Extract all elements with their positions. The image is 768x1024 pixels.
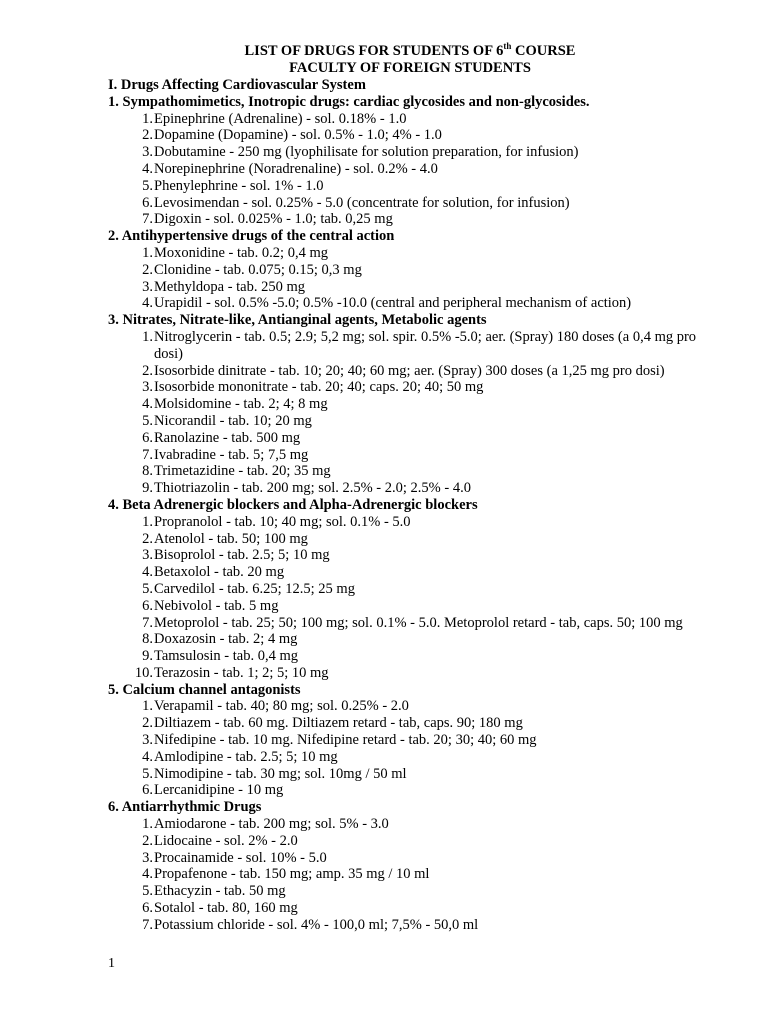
list-item: [108, 615, 728, 632]
item-text: Methyldopa - tab. 250 mg: [154, 278, 306, 295]
drug-list: [108, 816, 728, 934]
item-text: Carvedilol - tab. 6.25; 12.5; 25 mg: [154, 580, 355, 597]
item-text: Epinephrine (Adrenaline) - sol. 0.18% - 1.0: [154, 110, 407, 127]
drug-group: [108, 682, 728, 800]
item-number: 5.: [142, 177, 153, 194]
item-text: Nitroglycerin - tab. 0.5; 2.9; 5,2 mg; sol. spir. 0.5% -5.0; aer. (Spray) 180 doses (a 0,4 mg pro dosi): [154, 328, 697, 362]
item-text: Amlodipine - tab. 2.5; 5; 10 mg: [154, 748, 338, 765]
list-item: [108, 413, 728, 430]
item-number: 2.: [142, 261, 153, 278]
item-number: 5.: [142, 765, 153, 782]
list-item: [108, 631, 728, 648]
item-number: 1.: [142, 244, 153, 261]
group-heading: 1. Sympathomimetics, Inotropic drugs: cardiac glycosides and non-glycosides.: [108, 93, 590, 110]
item-number: 1.: [142, 328, 153, 345]
item-text: Ivabradine - tab. 5; 7,5 mg: [154, 446, 309, 463]
title-line1-suffix: COURSE: [511, 43, 576, 59]
item-number: 6.: [142, 597, 153, 614]
document-body: [108, 77, 728, 934]
list-item: [108, 564, 728, 581]
item-number: 7.: [142, 614, 153, 631]
item-number: 3.: [142, 849, 153, 866]
item-text: Phenylephrine - sol. 1% - 1.0: [154, 177, 324, 194]
item-text: Moxonidine - tab. 0.2; 0,4 mg: [154, 244, 328, 261]
item-text: Metoprolol - tab. 25; 50; 100 mg; sol. 0.1% - 5.0. Metoprolol retard - tab, caps. 50; 100 mg: [154, 614, 683, 631]
item-number: 6.: [142, 194, 153, 211]
drug-group: [108, 228, 728, 312]
item-text: Bisoprolol - tab. 2.5; 5; 10 mg: [154, 547, 330, 564]
drug-list: [108, 111, 728, 229]
item-number: 1.: [142, 698, 153, 715]
item-text: Dobutamine - 250 mg (lyophilisate for solution preparation, for infusion): [154, 144, 579, 161]
list-item: [108, 850, 728, 867]
list-item: [108, 111, 728, 128]
drug-list: [108, 698, 728, 799]
drug-list: [108, 514, 728, 682]
item-number: 2.: [142, 362, 153, 379]
drug-groups: [108, 94, 728, 934]
item-number: 2.: [142, 715, 153, 732]
list-item: [108, 396, 728, 413]
list-item: [108, 279, 728, 296]
list-item: [108, 531, 728, 548]
list-item: [108, 698, 728, 715]
item-number: 5.: [142, 883, 153, 900]
list-item: [108, 195, 728, 212]
item-number: 3.: [142, 379, 153, 396]
item-text: Lercanidipine - 10 mg: [154, 782, 284, 799]
item-number: 2.: [142, 127, 153, 144]
item-text: Lidocaine - sol. 2% - 2.0: [154, 832, 298, 849]
item-number: 5.: [142, 412, 153, 429]
drug-group: [108, 799, 728, 933]
list-item: [108, 514, 728, 531]
list-item: [108, 295, 728, 312]
list-item: [108, 262, 728, 279]
item-number: 1.: [142, 816, 153, 833]
list-item: [108, 211, 728, 228]
item-text: Procainamide - sol. 10% - 5.0: [154, 849, 327, 866]
item-text: Potassium chloride - sol. 4% - 100,0 ml; 7,5% - 50,0 ml: [154, 916, 479, 933]
list-item: [108, 447, 728, 464]
item-text: Sotalol - tab. 80, 160 mg: [154, 900, 298, 917]
item-number: 3.: [142, 732, 153, 749]
list-item: [108, 782, 728, 799]
item-number: 3.: [142, 278, 153, 295]
item-text: Terazosin - tab. 1; 2; 5; 10 mg: [154, 664, 329, 681]
drug-group: [108, 312, 728, 497]
item-number: 2.: [142, 832, 153, 849]
group-heading: 6. Antiarrhythmic Drugs: [108, 799, 262, 816]
item-number: 7.: [142, 211, 153, 228]
item-number: 6.: [142, 900, 153, 917]
list-item: [108, 648, 728, 665]
item-text: Digoxin - sol. 0.025% - 1.0; tab. 0,25 mg: [154, 211, 393, 228]
group-heading: 5. Calcium channel antagonists: [108, 681, 301, 698]
item-number: 4.: [142, 748, 153, 765]
item-text: Diltiazem - tab. 60 mg. Diltiazem retard - tab, caps. 90; 180 mg: [154, 715, 523, 732]
item-text: Thiotriazolin - tab. 200 mg; sol. 2.5% - 2.0; 2.5% - 4.0: [154, 480, 471, 497]
group-heading: 2. Antihypertensive drugs of the central action: [108, 228, 395, 245]
item-text: Levosimendan - sol. 0.25% - 5.0 (concentrate for solution, for infusion): [154, 194, 570, 211]
list-item: [108, 749, 728, 766]
title-superscript: th: [503, 41, 512, 52]
item-text: Nebivolol - tab. 5 mg: [154, 597, 279, 614]
list-item: [108, 665, 728, 682]
item-text: Amiodarone - tab. 200 mg; sol. 5% - 3.0: [154, 816, 389, 833]
title-line1-text: LIST OF DRUGS FOR STUDENTS OF 6: [244, 43, 504, 59]
item-text: Ethacyzin - tab. 50 mg: [154, 883, 286, 900]
list-item: [108, 833, 728, 850]
document-subtitle: FACULTY OF FOREIGN STUDENTS: [289, 60, 531, 76]
item-text: Nifedipine - tab. 10 mg. Nifedipine retard - tab. 20; 30; 40; 60 mg: [154, 732, 537, 749]
document-title: [0, 43, 768, 60]
item-number: 6.: [142, 429, 153, 446]
item-number: 9.: [142, 648, 153, 665]
list-item: [108, 732, 728, 749]
drug-list: [108, 329, 728, 497]
section-heading: I. Drugs Affecting Cardiovascular System: [108, 77, 366, 93]
item-number: 6.: [142, 782, 153, 799]
item-number: 4.: [142, 564, 153, 581]
list-item: [108, 144, 728, 161]
list-item: [108, 816, 728, 833]
item-number: 1.: [142, 110, 153, 127]
list-item: [108, 329, 728, 363]
list-item: [108, 363, 728, 380]
item-number: 7.: [142, 916, 153, 933]
list-item: [108, 917, 728, 934]
item-number: 3.: [142, 144, 153, 161]
list-item: [108, 900, 728, 917]
item-text: Trimetazidine - tab. 20; 35 mg: [154, 463, 331, 480]
group-heading: 3. Nitrates, Nitrate-like, Antianginal agents, Metabolic agents: [108, 312, 487, 329]
item-text: Isosorbide mononitrate - tab. 20; 40; caps. 20; 40; 50 mg: [154, 379, 484, 396]
item-text: Propranolol - tab. 10; 40 mg; sol. 0.1% - 5.0: [154, 513, 411, 530]
item-number: 4.: [142, 396, 153, 413]
item-text: Norepinephrine (Noradrenaline) - sol. 0.2% - 4.0: [154, 160, 438, 177]
page-number: 1: [108, 956, 115, 971]
list-item: [108, 178, 728, 195]
item-text: Urapidil - sol. 0.5% -5.0; 0.5% -10.0 (central and peripheral mechanism of action): [154, 295, 632, 312]
list-item: [108, 766, 728, 783]
item-text: Tamsulosin - tab. 0,4 mg: [154, 648, 298, 665]
list-item: [108, 245, 728, 262]
list-item: [108, 581, 728, 598]
list-item: [108, 866, 728, 883]
item-number: 9.: [142, 480, 153, 497]
item-number: 2.: [142, 530, 153, 547]
item-number: 4.: [142, 160, 153, 177]
item-number: 7.: [142, 446, 153, 463]
item-text: Atenolol - tab. 50; 100 mg: [154, 530, 308, 547]
item-number: 10.: [134, 664, 153, 681]
list-item: [108, 379, 728, 396]
item-number: 4.: [142, 295, 153, 312]
list-item: [108, 598, 728, 615]
list-item: [108, 715, 728, 732]
item-text: Verapamil - tab. 40; 80 mg; sol. 0.25% - 2.0: [154, 698, 409, 715]
list-item: [108, 547, 728, 564]
item-number: 3.: [142, 547, 153, 564]
drug-group: [108, 497, 728, 682]
group-heading: 4. Beta Adrenergic blockers and Alpha-Adrenergic blockers: [108, 496, 478, 513]
item-text: Clonidine - tab. 0.075; 0.15; 0,3 mg: [154, 261, 362, 278]
item-text: Dopamine (Dopamine) - sol. 0.5% - 1.0; 4% - 1.0: [154, 127, 442, 144]
item-text: Betaxolol - tab. 20 mg: [154, 564, 285, 581]
list-item: [108, 127, 728, 144]
item-number: 8.: [142, 463, 153, 480]
list-item: [108, 883, 728, 900]
drug-group: [108, 94, 728, 228]
item-text: Isosorbide dinitrate - tab. 10; 20; 40; 60 mg; aer. (Spray) 300 doses (a 1,25 mg pro dosi): [154, 362, 665, 379]
drug-list: [108, 245, 728, 312]
list-item: [108, 480, 728, 497]
list-item: [108, 463, 728, 480]
item-text: Propafenone - tab. 150 mg; amp. 35 mg / 10 ml: [154, 866, 430, 883]
list-item: [108, 430, 728, 447]
list-item: [108, 161, 728, 178]
item-number: 5.: [142, 580, 153, 597]
item-number: 4.: [142, 866, 153, 883]
item-text: Molsidomine - tab. 2; 4; 8 mg: [154, 396, 328, 413]
item-number: 8.: [142, 631, 153, 648]
item-text: Nimodipine - tab. 30 mg; sol. 10mg / 50 ml: [154, 765, 407, 782]
item-text: Nicorandil - tab. 10; 20 mg: [154, 412, 312, 429]
item-number: 1.: [142, 513, 153, 530]
item-text: Ranolazine - tab. 500 mg: [154, 429, 301, 446]
item-text: Doxazosin - tab. 2; 4 mg: [154, 631, 298, 648]
